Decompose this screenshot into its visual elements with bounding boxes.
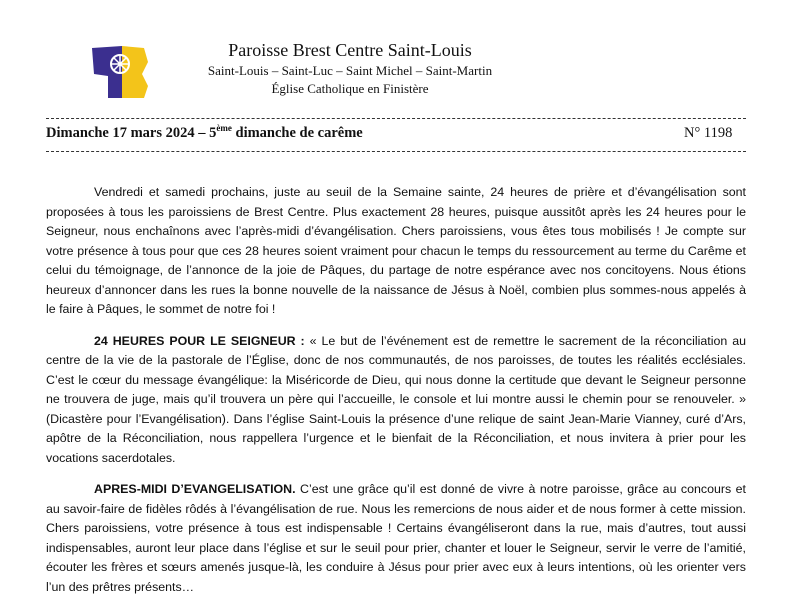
section-24h-text: « Le but de l’événement est de remettre le sacrement de la réconciliation au centre de la vie de la pastorale de l’Église, donc de nos communautés, de nos paroisses, de toutes les réalités ecclésiales. C’est le cœur du message évangélique: la Miséricorde de Dieu, qui nous donne la certitude que devant le Seigneur personne ne trouvera de juge, mais qu’il trouvera un père qui l’accueille, le console et lui montre aussi le chemin pour se renouveler. » (Dicastère pour l’Evangélisation). Dans l’église Saint-Louis la présence d’une relique de saint Jean-Marie Vianney, curé d’Ars, apôtre de la Réconciliation, nous rappellera l’urgence et le bienfait de la Réconciliation, et nous invitera à prier pour les vocations sacerdotales. — [46, 333, 746, 465]
intro-paragraph: Vendredi et samedi prochains, juste au seuil de la Semaine sainte, 24 heures de prière et d’évangélisation sont proposées à tous les paroissiens de Brest Centre. Plus exactement 28 heures, puisque aussitôt après les 24 heures pour le Seigneur, nous enchaînons avec l’après-midi d’évangélisation. Chers paroissiens, vous êtes tous mobilisés ! Je compte sur votre présence à tous pour que ces 28 heures soient vraiment pour chacun le temps du ressourcement au terme du Carême et celui du témoignage, de l’annonce de la joie de Pâques, du partage de notre espérance avec nos concitoyens. Nous étions heureux d’annoncer dans les rues la bonne nouvelle de la naissance de Jésus à Noël, combien plus sommes-nous appelés à le faire à Pâques, le sommet de notre foi ! — [46, 185, 746, 316]
section-evangelisation-text: C’est une grâce qu’il est donné de vivre à notre paroisse, grâce au concours et au savoir-faire de fidèles rôdés à l’évangélisation de rue. Nous les remercions de nous aider et de nous former à cette mission. Chers paroissiens, votre présence à tous est indispensable ! Certains évangéliseront dans la rue, mais d’autres, tout aussi indispensables, auront leur place dans l’église et sur le seuil pour prier, chanter et louer le Seigneur, servir le verre de l’amitié, écouter les frères et sœurs amenés jusque-là, les conduire à Jésus pour prier avec eux à leurs intentions, où les orienter vers l’un des prêtres présents… — [46, 482, 746, 594]
section-24h-heading: 24 HEURES POUR LE SEIGNEUR : — [94, 333, 305, 348]
dateline-ordinal: ème — [216, 123, 232, 134]
parish-title: Paroisse Brest Centre Saint-Louis — [228, 40, 472, 60]
parish-diocese: Église Catholique en Finistère — [271, 81, 429, 96]
bulletin-dateline — [46, 125, 363, 142]
section-evangelisation-heading: APRES-MIDI D’EVANGELISATION. — [94, 482, 296, 496]
parish-logo-icon — [88, 40, 152, 104]
dateline-date: Dimanche 17 mars 2024 – 5 — [46, 125, 217, 141]
bulletin-body — [46, 183, 746, 609]
section-evangelisation-paragraph — [46, 480, 746, 597]
parish-churches: Saint-Louis – Saint-Luc – Saint Michel – Saint-Martin — [207, 63, 493, 78]
dateline-divider — [46, 151, 746, 152]
section-24h-paragraph — [46, 332, 746, 469]
dateline-sunday: dimanche de carême — [231, 125, 363, 141]
top-divider — [46, 118, 746, 119]
issue-number: N° 1198 — [684, 125, 733, 141]
